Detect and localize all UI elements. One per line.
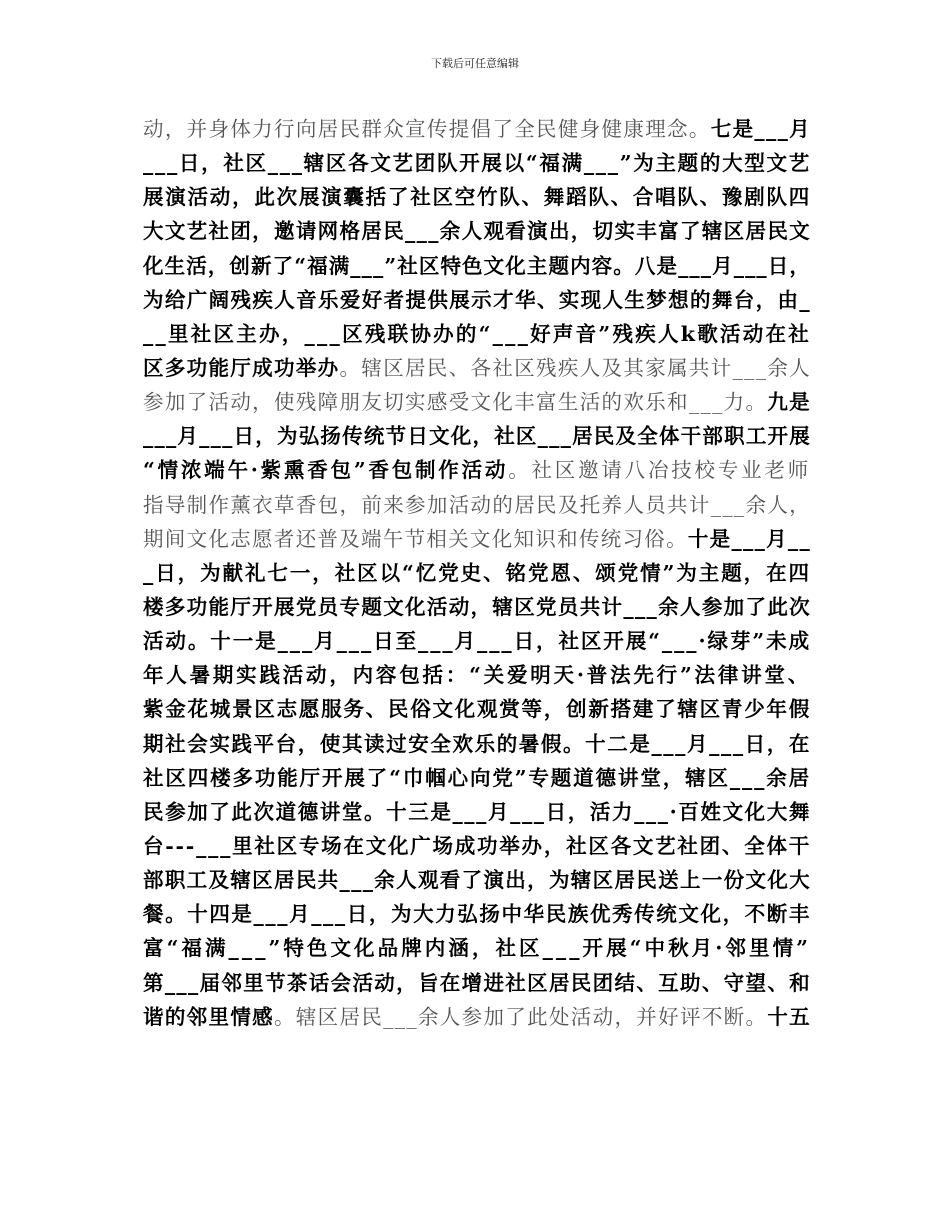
text-segment: 区多功能厅成功举办 <box>143 355 340 380</box>
text-line-content <box>143 624 811 658</box>
text-segment: 第___届邻里节茶话会活动，旨在增进社区居民团结、互助、守望、和 <box>143 970 811 995</box>
text-segment: 十是___月__ <box>687 526 812 551</box>
text-line <box>143 488 811 522</box>
text-segment: 台---___里社区专场在文化广场成功举办，社区各文艺社团、全体干 <box>143 833 811 858</box>
text-segment: ___月___日，为弘扬传统节日文化，社区___居民及全体干部职工开展 <box>143 424 811 449</box>
text-line-content <box>143 863 811 897</box>
text-segment: 社区四楼多功能厅开展了“巾帼心向党”专题道德讲堂，辖区___余居 <box>143 765 811 790</box>
text-line-content <box>143 283 811 317</box>
text-line <box>143 453 811 487</box>
text-segment: 大文艺社团，邀请网格居民___余人观看演出，切实丰富了辖区居民文 <box>143 219 811 244</box>
text-segment: 期间文化志愿者还普及端午节相关文化知识和传统习俗。 <box>143 526 688 551</box>
text-line-content <box>143 795 811 829</box>
text-segment: 七是___月 <box>710 117 811 141</box>
text-segment: 。社区邀请八冶技校专业老师 <box>508 458 811 483</box>
text-line <box>143 931 811 965</box>
text-line-content <box>143 590 811 624</box>
text-line <box>143 146 811 180</box>
text-line-content <box>143 112 811 146</box>
text-segment: 展演活动，此次展演囊括了社区空竹队、舞蹈队、合唱队、豫剧队四 <box>143 185 811 210</box>
text-segment: 部职工及辖区居民共___余人观看了演出，为辖区居民送上一份文化大 <box>143 868 811 893</box>
text-line <box>143 522 811 556</box>
text-line <box>143 795 811 829</box>
text-line <box>143 317 811 351</box>
text-line <box>143 214 811 248</box>
text-line <box>143 624 811 658</box>
text-line <box>143 112 811 146</box>
text-line-content <box>143 419 811 453</box>
text-segment: 活动。十一是___月___日至___月___日，社区开展“___·绿芽”未成 <box>143 629 811 654</box>
text-line-content <box>143 727 811 761</box>
text-line <box>143 1000 811 1034</box>
text-segment: 指导制作薰衣草香包，前来参加活动的居民及托养人员共计___余人， <box>143 492 811 517</box>
text-segment: 年人暑期实践活动，内容包括：“关爱明天·普法先行”法律讲堂、 <box>143 663 811 688</box>
text-segment: 谐的邻里情感 <box>143 1004 275 1029</box>
text-line <box>143 658 811 692</box>
text-segment: “情浓端午·紫熏香包”香包制作活动 <box>143 458 509 483</box>
text-line <box>143 283 811 317</box>
text-segment: 。辖区居民___余人参加了此处活动，并好评不断。 <box>274 1004 768 1029</box>
text-segment: 楼多功能厅开展党员专题文化活动，辖区党员共计___余人参加了此次 <box>143 594 811 619</box>
text-line <box>143 692 811 726</box>
text-line-content <box>143 556 811 590</box>
text-segment: 参加了活动，使残障朋友切实感受文化丰富生活的欢乐和___力。 <box>143 390 768 415</box>
text-line <box>143 590 811 624</box>
text-line-content <box>143 180 811 214</box>
text-line-content <box>143 385 811 419</box>
text-line <box>143 727 811 761</box>
page-header: 下载后可任意编辑 <box>431 57 519 70</box>
text-line-content <box>143 829 811 863</box>
text-line-content <box>143 522 811 556</box>
text-line-content <box>143 966 811 1000</box>
text-segment: 九是 <box>767 390 811 415</box>
text-line-content <box>143 146 811 180</box>
text-line-content <box>143 1000 811 1034</box>
text-line <box>143 419 811 453</box>
text-line-content <box>143 249 811 283</box>
text-line <box>143 351 811 385</box>
text-line <box>143 180 811 214</box>
text-line-content <box>143 214 811 248</box>
text-segment: _日，为献礼七一，社区以“忆党史、铭党恩、颂党情”为主题，在四 <box>143 560 811 585</box>
text-line <box>143 385 811 419</box>
text-segment: 动，并身体力行向居民群众宣传提倡了全民健身健康理念。 <box>143 117 711 141</box>
text-line-content <box>143 692 811 726</box>
text-line-content <box>143 317 811 351</box>
text-segment: 富“福满___”特色文化品牌内涵，社区___开展“中秋月·邻里情” <box>143 936 811 961</box>
text-line-content <box>143 897 811 931</box>
text-segment: 紫金花城景区志愿服务、民俗文化观赏等，创新搭建了辖区青少年假 <box>143 697 811 722</box>
text-line-content <box>143 761 811 795</box>
document-body <box>143 112 811 1034</box>
text-segment: 十五 <box>767 1004 811 1029</box>
text-line <box>143 556 811 590</box>
text-line-content <box>143 488 811 522</box>
text-line <box>143 897 811 931</box>
text-line <box>143 966 811 1000</box>
text-segment: __里社区主办，___区残联协办的“___好声音”残疾人k歌活动在社 <box>143 321 811 346</box>
text-line-content <box>143 658 811 692</box>
text-line <box>143 249 811 283</box>
text-line <box>143 863 811 897</box>
text-segment: 化生活，创新了“福满___”社区特色文化主题内容。八是___月___日， <box>143 253 811 278</box>
text-line <box>143 761 811 795</box>
text-line-content <box>143 931 811 965</box>
text-segment: 。辖区居民、各社区残疾人及其家属共计___余人 <box>339 355 812 380</box>
text-line <box>143 829 811 863</box>
text-segment: ___日，社区___辖区各文艺团队开展以“福满___”为主题的大型文艺 <box>143 151 811 176</box>
text-segment: 民参加了此次道德讲堂。十三是___月___日，活力___·百姓文化大舞 <box>143 799 811 824</box>
text-segment: 期社会实践平台，使其读过安全欢乐的暑假。十二是___月___日，在 <box>143 731 811 756</box>
text-segment: 餐。十四是___月___日，为大力弘扬中华民族优秀传统文化，不断丰 <box>143 902 811 927</box>
text-line-content <box>143 351 811 385</box>
text-segment: 为给广阔残疾人音乐爱好者提供展示才华、实现人生梦想的舞台，由_ <box>143 287 811 312</box>
text-line-content <box>143 453 811 487</box>
